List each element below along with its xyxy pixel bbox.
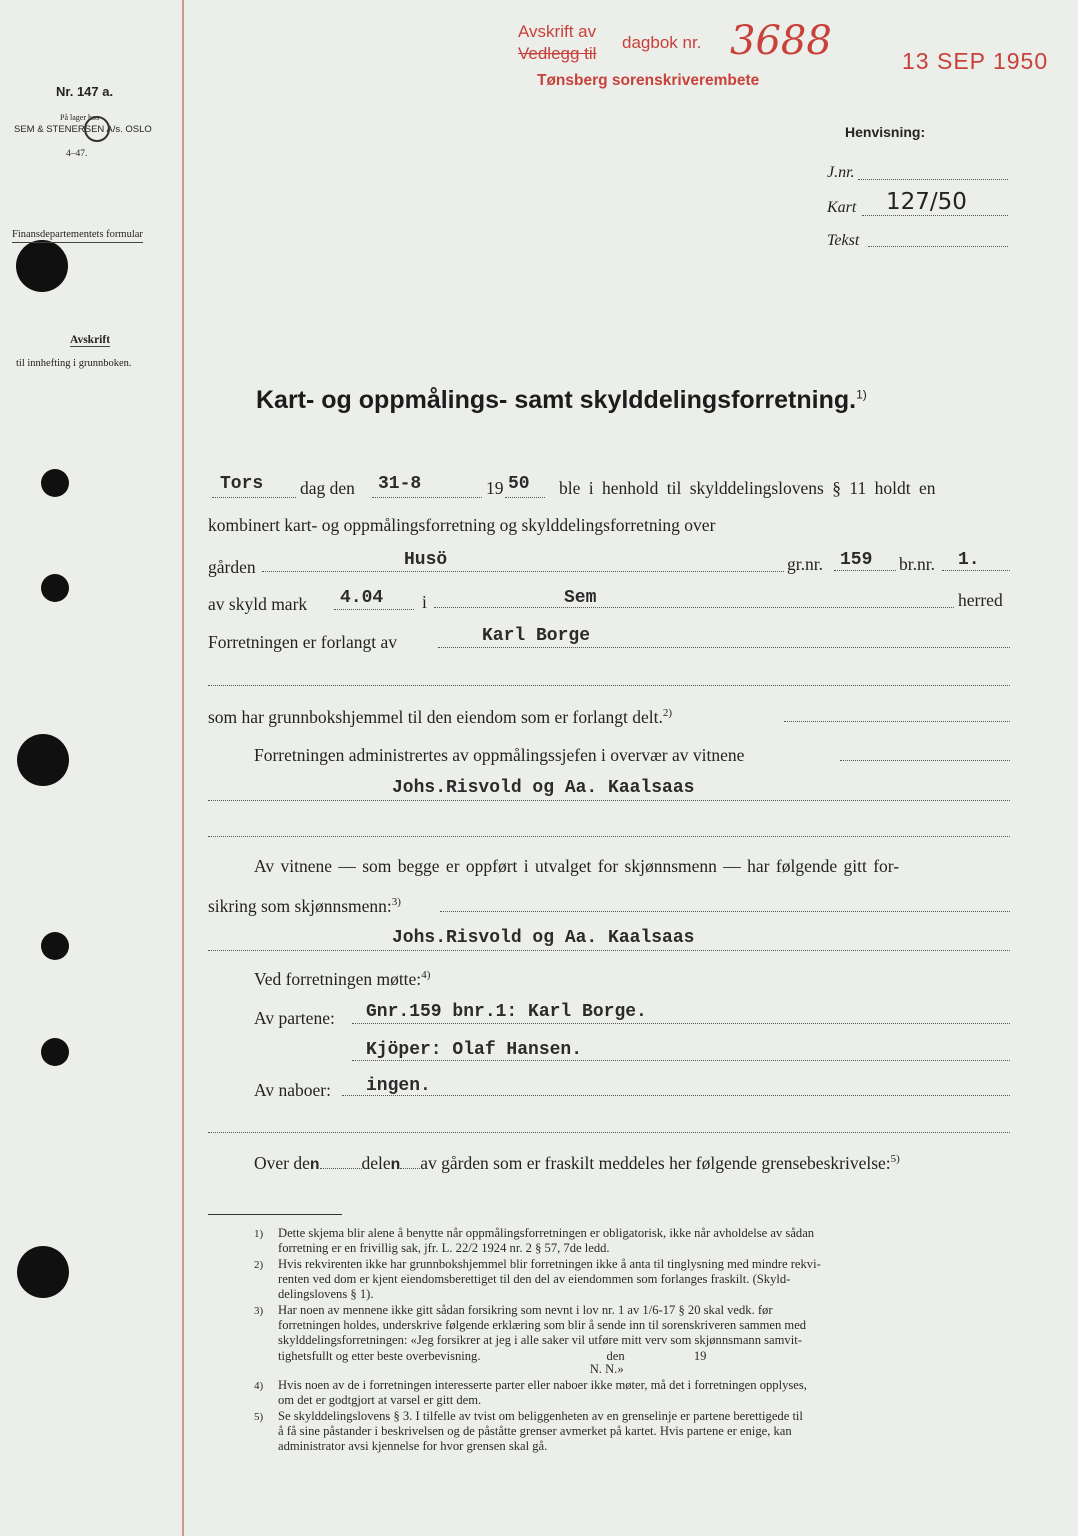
weekday-value: Tors (220, 474, 264, 494)
year-field (505, 497, 545, 498)
boundary-intro (254, 1153, 900, 1174)
title-text: Kart- og oppmålings- samt skylddelingsforretning. (256, 386, 857, 414)
administration-text: Forretningen administrertes av oppmålingssjefen i overvær av vitnene (254, 745, 745, 765)
footnote-line: Hvis noen av de i forretningen interesserte parter eller naboer ikke møter, må det i forretningen opplyses, (278, 1378, 807, 1392)
footnote-line: tighetsfullt og etter beste overbevisning. den 19 (278, 1348, 707, 1363)
punch-hole (41, 1038, 69, 1066)
title-holder-note: 2) (662, 707, 673, 720)
grnr-value: 159 (840, 550, 873, 570)
parties-label: Av partene: (254, 1008, 335, 1028)
parties-value-1: Gnr.159 bnr.1: Karl Borge. (366, 1002, 647, 1022)
weekday-field (212, 497, 296, 498)
witnesses-value: Johs.Risvold og Aa. Kaalsaas (392, 778, 695, 798)
parties-field-2 (352, 1060, 1010, 1061)
margin-rule (182, 0, 184, 1536)
footnote-line: Har noen av mennene ikke gitt sådan forsikring som nevnt i lov nr. 1 av 1/6-17 § 20 skal vedk. før (278, 1303, 773, 1317)
assessors-value: Johs.Risvold og Aa. Kaalsaas (392, 928, 695, 948)
copy-label: Avskrift (70, 334, 111, 346)
punch-hole (16, 240, 68, 292)
grnr-field (834, 570, 896, 571)
requested-by-field-2 (208, 685, 1010, 686)
kart-label: Kart (827, 199, 857, 216)
publisher-logo (84, 116, 110, 142)
jnr-label: J.nr. (827, 164, 855, 181)
form-publisher-line1: På lager hos (60, 113, 100, 122)
form-edition: 4–47. (66, 149, 88, 159)
footnote-number: 4) (254, 1380, 264, 1392)
year-value: 50 (508, 474, 530, 494)
punch-hole (17, 734, 69, 786)
footnote-line: skylddelingsforretningen: «Jeg forsikrer at jeg i alle saker vil utføre mitt verv som skjønnsmann samvit- (278, 1333, 802, 1348)
date-field (372, 497, 482, 498)
stamp-court-name: Tønsberg sorenskriverembete (537, 72, 760, 89)
requested-by-field (438, 647, 1010, 648)
footnote-line: Se skylddelingslovens § 3. I tilfelle av tvist om beliggenheten av en grenselinje er partene berettigede til (278, 1409, 803, 1423)
stamp-received-date: 13 SEP 1950 (902, 48, 1049, 74)
boundary-sentence: av gården som er fraskilt meddeles her følgende grensebeskrivelse: (420, 1153, 891, 1173)
footnote-line: delingslovens § 1). (278, 1287, 374, 1302)
title-holder-text (208, 707, 672, 728)
footnote-line: om det er godtgjort at varsel er gitt dem. (278, 1393, 482, 1408)
intro-text-1: ble i henhold til skylddelingslovens § 11 holdt en (559, 478, 936, 498)
footnote-line: renten ved dom er kjent eiendomsberettiget til den del av eiendommen som forlanges fraskilt. (Skyld- (278, 1272, 791, 1287)
punch-hole (41, 932, 69, 960)
copy-purpose: til innhefting i grunnboken. (16, 358, 132, 369)
footnote-number: 5) (254, 1411, 264, 1423)
boundary-del-word: dele (361, 1153, 391, 1173)
boundary-ending-1: n (309, 1156, 320, 1174)
assessors-sentence: sikring som skjønnsmenn: (208, 896, 392, 916)
witnesses-field-3 (208, 836, 1010, 837)
form-publisher-line2: SEM & STENERSEN A/s. OSLO (14, 124, 152, 135)
punch-hole (17, 1246, 69, 1298)
herred-value: Sem (564, 588, 597, 608)
assessors-field-2 (208, 950, 1010, 951)
footnote-line: administrator avsi kjennelse for hvor grensen skal gå. (278, 1439, 548, 1454)
footnote-line: forretning er en frivillig sak, jfr. L. 22/2 1924 nr. 2 § 57, 7de ledd. (278, 1241, 610, 1256)
boundary-ending-2: n (390, 1156, 401, 1174)
attendance-sentence: Ved forretningen møtte: (254, 969, 422, 989)
stamp-attachment: Vedlegg til (518, 44, 597, 63)
kart-field (862, 215, 1008, 216)
stamp-dagbok-label: dagbok nr. (622, 33, 702, 52)
grnr-label: gr.nr. (787, 554, 823, 574)
attendance-text (254, 969, 430, 990)
assessors-text-2 (208, 896, 401, 917)
intro-text-2: kombinert kart- og oppmålingsforretning og skylddelingsforretning over (208, 515, 716, 535)
witnesses-field-2 (208, 800, 1010, 801)
in-label: i (422, 592, 427, 612)
skyld-field (334, 609, 414, 610)
document-title (256, 386, 867, 415)
skyld-label: av skyld mark (208, 594, 308, 614)
requested-by-value: Karl Borge (482, 626, 591, 646)
herred-label: herred (958, 590, 1003, 610)
neighbours-label: Av naboer: (254, 1080, 331, 1100)
stamp-copy-of: Avskrift av (518, 22, 597, 41)
farm-value: Husö (404, 550, 448, 570)
assessors-note: 3) (391, 896, 401, 909)
witnesses-field (840, 760, 1010, 761)
footnote-rule (208, 1214, 342, 1215)
punch-hole (41, 574, 69, 602)
footnote-number: 1) (254, 1228, 264, 1240)
title-note: 1) (856, 387, 867, 402)
tekst-label: Tekst (827, 232, 860, 249)
title-holder-sentence: som har grunnbokshjemmel til den eiendom som er forlangt delt. (208, 707, 663, 727)
parties-value-2: Kjöper: Olaf Hansen. (366, 1040, 583, 1060)
herred-field (434, 607, 954, 608)
footnote-number: 3) (254, 1305, 264, 1317)
stamp-dagbok-number: 3688 (730, 18, 832, 64)
year-prefix: 19 (486, 478, 504, 498)
brnr-value: 1. (958, 550, 980, 570)
boundary-over-word: Over de (254, 1153, 310, 1173)
neighbours-field (342, 1095, 1010, 1096)
tekst-field (868, 246, 1008, 247)
skyld-value: 4.04 (340, 588, 384, 608)
footnote-line: å få sine påstander i beskrivelsen og de påståtte grenser avmerket på kartet. Hvis partene er enige, kan (278, 1424, 792, 1439)
reference-heading: Henvisning: (845, 124, 926, 140)
neighbours-value: ingen. (366, 1076, 431, 1096)
title-holder-field (784, 721, 1010, 722)
footnote-line: forretningen holdes, underskrive følgende erklæring som blir å sende inn til sorenskriveren sammen med (278, 1318, 807, 1333)
boundary-note: 5) (890, 1153, 900, 1166)
footnote-line: Hvis rekvirenten ikke har grunnbokshjemmel blir forretningen ikke å anta til tinglysning med mindre rekvi- (278, 1257, 821, 1271)
requested-by-label: Forretningen er forlangt av (208, 632, 398, 652)
brnr-label: br.nr. (899, 554, 935, 574)
kart-value: 127/50 (886, 189, 967, 215)
form-number: Nr. 147 a. (56, 84, 114, 99)
footnote-number: 2) (254, 1259, 264, 1271)
farm-field (262, 571, 784, 572)
punch-hole (41, 469, 69, 497)
footnote-line: N. N.» (278, 1362, 624, 1376)
attendance-note: 4) (421, 969, 431, 982)
assessors-text-1: Av vitnene — som begge er oppført i utvalget for skjønnsmenn — har følgende gitt for- (254, 856, 900, 876)
parties-field (352, 1023, 1010, 1024)
date-value: 31-8 (378, 474, 422, 494)
jnr-field (858, 179, 1008, 180)
neighbours-field-2 (208, 1132, 1010, 1133)
assessors-field (440, 911, 1010, 912)
brnr-field (942, 570, 1010, 571)
form-origin: Finansdepartementets formular (12, 229, 143, 243)
date-label: dag den (300, 478, 355, 498)
farm-label: gården (208, 557, 256, 577)
footnote-line: Dette skjema blir alene å benytte når oppmålingsforretningen er obligatorisk, ikke når avholdelse av sådan (278, 1226, 815, 1240)
